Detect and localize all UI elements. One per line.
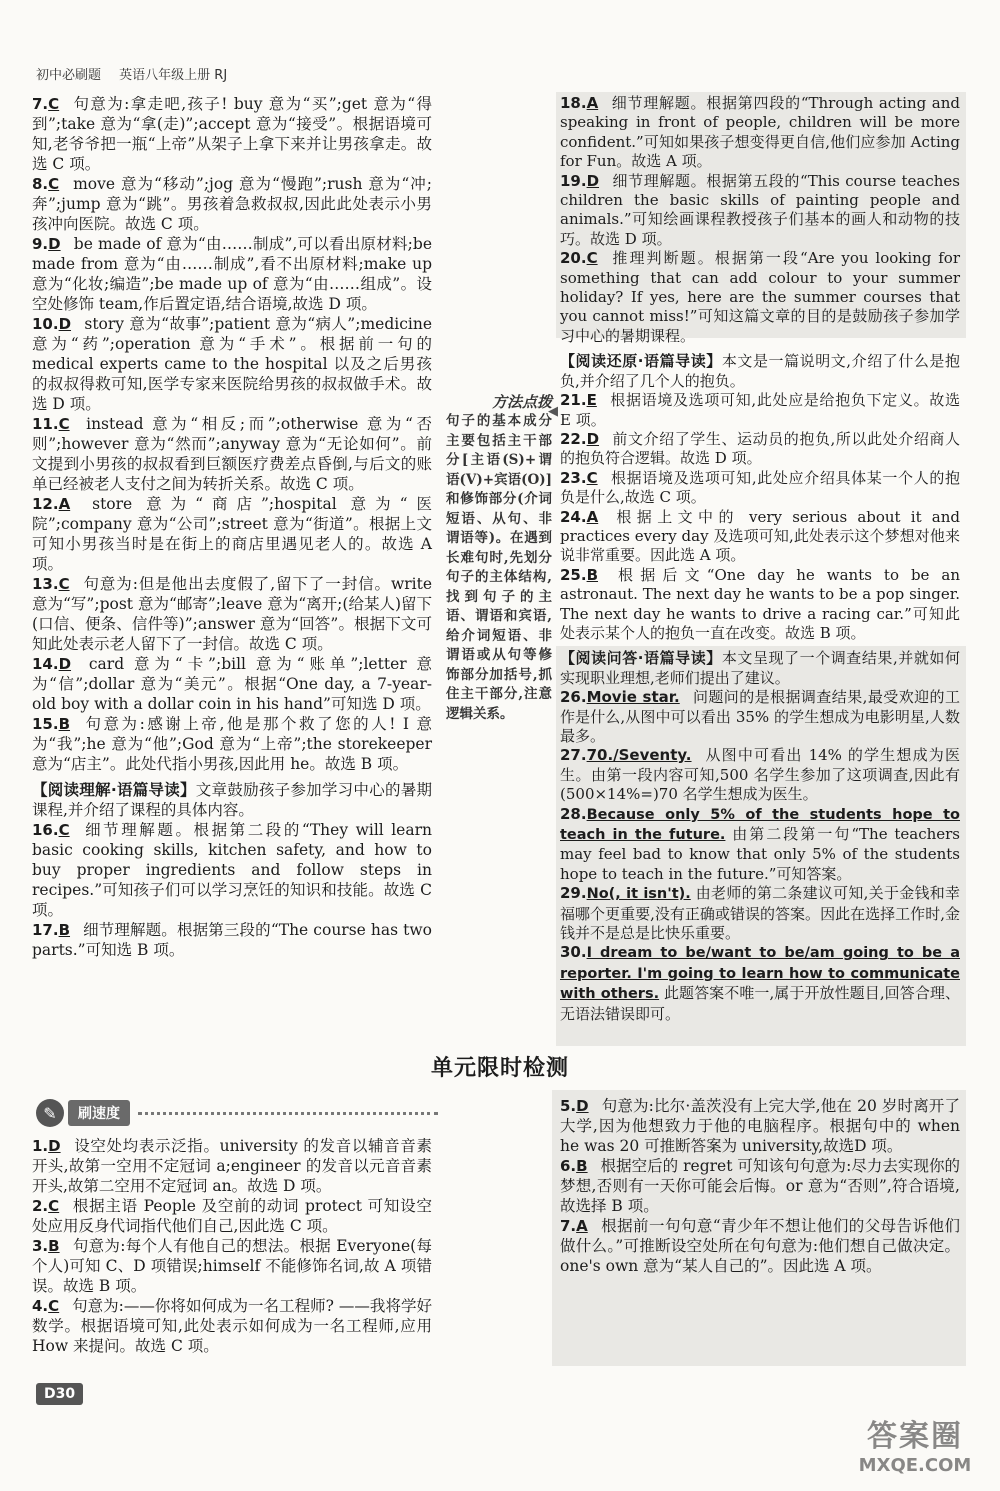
- answer-item: [560, 94, 960, 172]
- reading-guide-label: 【阅读还原·语篇导读】: [560, 352, 722, 371]
- item-explanation: 根据语境及选项可知,此处应是给抱负下定义。故选 E 项。: [560, 391, 960, 429]
- item-explanation: 根据前一句句意“青少年不想让他们的父母告诉他们做什么。”可推断设空处所在句句意为:他们想自己做决定。one's own 意为“某人自己的”。因此选 A 项。: [560, 1217, 960, 1275]
- item-explanation: 此题答案不唯一,属于开放性题目,回答合理、无语法错误即可。: [560, 984, 960, 1023]
- item-explanation: be made of 意为“由……制成”,可以看出原材料;be made from 意为“由……制成”,看不出原材料;make up 意为“化妆;编造”;be made up of 意为“由……组成”。设空处修饰 team,作后置定语,结合语境,故选 D 项。: [32, 235, 432, 313]
- pointer-arrow-icon: ◀: [548, 404, 558, 419]
- answer-item: [32, 714, 432, 774]
- page-number: D30: [36, 1383, 83, 1405]
- answer-item: [560, 746, 960, 804]
- right-column: [560, 94, 960, 1024]
- item-answer: D: [48, 235, 61, 253]
- item-answer: A: [586, 507, 599, 526]
- item-answer: C: [48, 1297, 60, 1315]
- item-number: 17.: [32, 921, 59, 939]
- item-answer: A: [576, 1217, 588, 1235]
- method-tip: [446, 392, 552, 724]
- item-explanation: store 意为“商店”;hospital 意为“医院”;company 意为“公司”;street 意为“街道”。根据上文可知小男孩当时是在街上的商店里遇见老人的。故选 A 项。: [32, 495, 432, 573]
- item-answer: I dream to be/want to be/am going to be a reporter. I'm going to learn how to communicate with others.: [560, 945, 960, 1003]
- subject-name: 英语八年级上册 RJ: [119, 68, 228, 83]
- item-explanation: 句意为:比尔·盖茨没有上完大学,他在 20 岁时离开了大学,因为他想致力于他的电脑程序。根据句中的 when he was 20 可推断答案为 university,故选D 项。: [560, 1097, 961, 1155]
- watermark-url: MXQE.COM: [858, 1454, 972, 1476]
- item-number: 19.: [560, 171, 587, 190]
- series-name: 初中必刷题: [36, 68, 102, 83]
- item-explanation: 句意为:每个人有他自己的想法。根据 Everyone(每个人)可知 C、D 项错误;himself 不能修饰名词,故 A 项错误。故选 B 项。: [32, 1237, 432, 1295]
- method-tip-body: 句子的基本成分主要包括主干部分[主语(S)+谓语(V)+宾语(O)]和修饰部分(介词短语、从句、非谓语等)。在遇到长难句时,先划分句子的主体结构,找到句子的主语、谓语和宾语,给介词短语、非谓语或从句等修饰部分加括号,抓住主干部分,注意逻辑关系。: [446, 413, 552, 722]
- reading-guide-label: 【阅读理解·语篇导读】: [32, 781, 196, 799]
- item-answer: A: [586, 94, 599, 112]
- answer-item: [560, 943, 960, 1024]
- item-answer: C: [48, 175, 60, 193]
- item-number: 18.: [560, 94, 587, 112]
- answer-item: [560, 688, 960, 746]
- answer-item: [32, 1236, 432, 1296]
- item-number: 29.: [560, 884, 587, 903]
- item-answer: B: [58, 715, 71, 733]
- answer-item: [32, 1296, 432, 1356]
- item-number: 23.: [560, 468, 587, 487]
- item-explanation: 细节理解题。根据第二段的“They will learn basic cooking skills, kitchen safety, and how to buy proper ingredients and follow steps in recipes.”可知孩子们可以学习烹饪的知识和技能。故选 C 项。: [32, 821, 432, 919]
- item-answer: D: [58, 315, 72, 333]
- item-explanation: 设空处均表示泛指。university 的发音以辅音音素开头,故第一空用不定冠词 a;engineer 的发音以元音音素开头,故第二空用不定冠词 an。故选 D 项。: [32, 1137, 432, 1195]
- item-number: 20.: [560, 249, 587, 268]
- item-explanation: 句意为:感谢上帝,他是那个救了您的人! I 意为“我”;he 意为“他”;God 意为“上帝”;the storekeeper 意为“店主”。此处代指小男孩,因此用 he。故选 B 项。: [32, 715, 432, 773]
- item-answer: D: [48, 1137, 61, 1155]
- item-explanation: 根据后文“One day he wants to be an astronaut. The next day he wants to be a pop singer. The next day he wants to drive a racing car.”可知此处表示某个人的抱负一直在改变。故选 B 项。: [560, 565, 960, 642]
- answer-item: [560, 1096, 960, 1156]
- reading-guide: [560, 649, 960, 688]
- answer-item: [32, 1196, 432, 1236]
- item-explanation: 前文介绍了学生、运动员的抱负,所以此处介绍商人的抱负符合逻辑。故选 D 项。: [560, 429, 960, 468]
- answer-item: [32, 414, 432, 494]
- answer-item: [32, 494, 432, 574]
- reading-guide-text: 文章鼓励孩子参加学习中心的暑期课程,并介绍了课程的具体内容。: [32, 781, 432, 819]
- item-explanation: 句意为:但是他出去度假了,留下了一封信。write 意为“写”;post 意为“邮寄”;leave 意为“离开;(给某人)留下(口信、便条、信件等)”;answer 意为“回答”。根据下文可知此处表示老人留下了一封信。故选 C 项。: [32, 575, 433, 653]
- left-column: [32, 94, 432, 960]
- answer-item: [560, 430, 960, 469]
- answer-item: [32, 94, 432, 174]
- method-tip-title: 方法点拨: [491, 393, 552, 411]
- item-explanation: 句意为:——你将如何成为一名工程师? ——我将学好数学。根据语境可知,此处表示如何成为一名工程师,应用 How 来提问。故选 C 项。: [32, 1297, 432, 1355]
- item-explanation: 细节理解题。根据第四段的“Through acting and speaking in front of people, children will be more confident.”可知如果孩子想变得更自信,他们应参加 Acting for Fun。故选 A 项。: [560, 94, 960, 171]
- answer-item: [560, 884, 960, 943]
- item-number: 12.: [32, 495, 59, 513]
- pen-icon: ✎: [36, 1099, 64, 1127]
- reading-guide: [560, 352, 960, 391]
- answer-item: [32, 174, 432, 234]
- answer-item: [560, 508, 960, 566]
- item-explanation: story 意为“故事”;patient 意为“病人”;medicine 意为“药”;operation 意为“手术”。根据前一句的 medical experts came to the hospital 以及之后男孩的叔叔得救可知,医学专家来医院给男孩的叔叔做手术。故选 D 项。: [32, 315, 432, 413]
- answer-item: [32, 654, 432, 714]
- answer-item: [32, 234, 432, 314]
- answer-item: [560, 469, 960, 508]
- item-explanation: 细节理解题。根据第三段的“The course has two parts.”可知选 B 项。: [32, 921, 432, 959]
- answer-item: [32, 920, 432, 960]
- item-number: 2.: [32, 1197, 49, 1215]
- answer-item: [32, 574, 432, 654]
- item-answer: B: [48, 1237, 60, 1255]
- page-header: [36, 64, 241, 83]
- item-answer: D: [58, 655, 72, 673]
- item-explanation: 根据语境及选项可知,此处应介绍具体某一个人的抱负是什么,故选 C 项。: [560, 468, 960, 507]
- item-explanation: 细节理解题。根据第五段的“This course teaches children the basic skills of painting people and animals.”可知绘画课程教授孩子们基本的画人和动物的技巧。故选 D 项。: [560, 171, 960, 248]
- item-explanation: 根据主语 People 及空前的动词 protect 可知设空处应用反身代词指代他们自己,因此选 C 项。: [32, 1197, 432, 1235]
- item-number: 13.: [32, 575, 59, 593]
- item-number: 26.: [560, 688, 587, 707]
- item-answer: C: [48, 95, 60, 113]
- item-number: 8.: [32, 175, 49, 193]
- item-number: 7.: [560, 1217, 577, 1235]
- item-number: 24.: [560, 507, 587, 526]
- item-answer: No(, it isn't).: [586, 886, 691, 903]
- item-explanation: 句意为:拿走吧,孩子! buy 意为“买”;get 意为“得到”;take 意为“拿(走)”;accept 意为“接受”。根据语境可知,老爷爷把一瓶“上帝”从架子上拿下来并让男孩拿走。故选 C 项。: [32, 95, 432, 173]
- item-answer: C: [58, 575, 70, 593]
- speed-badge-label: 刷速度: [68, 1100, 130, 1126]
- answer-item: [560, 391, 960, 430]
- reading-guide-text: 本文是一篇说明文,介绍了什么是抱负,并介绍了几个人的抱负。: [560, 352, 960, 390]
- item-explanation: 由第二段第一句“The teachers may feel bad to know that only 5% of the students hope to teach in the future.”可知答案。: [560, 825, 961, 883]
- unit-title: 单元限时检测: [430, 1056, 569, 1081]
- item-answer: C: [48, 1197, 60, 1215]
- item-answer: 70./Seventy.: [586, 746, 692, 765]
- item-number: 3.: [32, 1237, 49, 1255]
- item-answer: B: [586, 565, 599, 584]
- answer-item: [560, 1156, 960, 1216]
- watermark-logo: [860, 1403, 970, 1483]
- answer-item: [560, 1216, 960, 1276]
- item-answer: A: [58, 495, 71, 513]
- item-answer: C: [58, 415, 70, 433]
- item-explanation: instead 意为“相反;而”;otherwise 意为“否则”;however 意为“然而”;anyway 意为“无论如何”。前文提到小男孩的叔叔看到巨额医疗费差点昏倒,与后文的账单已经被老人支付之间为转折关系。故选 C 项。: [32, 415, 432, 493]
- item-answer: Movie star.: [586, 688, 680, 707]
- answer-item: [32, 820, 432, 920]
- item-answer: C: [58, 821, 70, 839]
- item-explanation: card 意为“卡”;bill 意为“账单”;letter 意为“信”;dollar 意为“美元”。根据“One day, a 7-year-old boy with a dollar coin in his hand”可知选 D 项。: [32, 655, 432, 713]
- item-number: 4.: [32, 1297, 49, 1315]
- item-number: 30.: [560, 943, 587, 962]
- item-number: 1.: [32, 1137, 49, 1155]
- lower-left-column: [32, 1136, 432, 1356]
- item-answer: B: [576, 1157, 588, 1175]
- item-number: 11.: [32, 415, 59, 433]
- item-answer: D: [586, 429, 600, 448]
- item-number: 15.: [32, 715, 59, 733]
- item-number: 28.: [560, 804, 587, 823]
- item-answer: B: [58, 921, 71, 939]
- answer-item: [32, 1136, 432, 1196]
- item-explanation: 从图中可看出 14% 的学生想成为医生。由第一段内容可知,500 名学生参加了这项调查,因此有(500×14%=)70 名学生想成为医生。: [560, 746, 960, 804]
- item-answer: C: [586, 249, 598, 268]
- item-number: 14.: [32, 655, 59, 673]
- item-explanation: move 意为“移动”;jog 意为“慢跑”;rush 意为“冲;奔”;jump 意为“跳”。男孩着急救叔叔,因此此处表示小男孩冲向医院。故选 C 项。: [32, 175, 432, 233]
- item-number: 10.: [32, 315, 59, 333]
- dotted-divider: [138, 1112, 438, 1115]
- item-answer: E: [586, 391, 597, 410]
- item-number: 27.: [560, 746, 587, 765]
- item-number: 25.: [560, 565, 587, 584]
- watermark-main: 答案圈: [867, 1418, 963, 1454]
- item-answer: C: [586, 468, 598, 487]
- item-answer: Because only 5% of the students hope to teach in the future.: [560, 806, 960, 844]
- speed-badge: [36, 1098, 438, 1128]
- reading-guide: [32, 780, 432, 820]
- item-number: 5.: [560, 1097, 577, 1115]
- answer-item: [560, 172, 960, 250]
- item-explanation: 问题问的是根据调查结果,最受欢迎的工作是什么,从图中可以看出 35% 的学生想成为电影明星,人数最多。: [560, 688, 960, 745]
- answer-item: [560, 566, 960, 644]
- answer-item: [560, 249, 960, 346]
- item-number: 21.: [560, 391, 587, 410]
- item-explanation: 由老师的第二条建议可知,关于金钱和幸福哪个更重要,没有正确或错误的答案。因此在选择工作时,金钱并不是总是比快乐重要。: [560, 884, 960, 943]
- item-number: 16.: [32, 821, 59, 839]
- item-explanation: 根据空后的 regret 可知该句句意为:尽力去实现你的梦想,否则有一天你可能会后悔。or 意为“否则”,符合语境,故选择 B 项。: [560, 1157, 960, 1215]
- reading-guide-label: 【阅读问答·语篇导读】: [560, 649, 722, 668]
- item-explanation: 根据上文中的 very serious about it and practices every day 及选项可知,此处表示这个梦想对他来说非常重要。因此选 A 项。: [560, 507, 960, 565]
- reading-guide-text: 本文呈现了一个调查结果,并就如何实现职业理想,老师们提出了建议。: [560, 649, 960, 687]
- item-number: 6.: [560, 1157, 577, 1175]
- item-answer: D: [586, 171, 600, 190]
- lower-right-column: [560, 1096, 960, 1276]
- item-explanation: 推理判断题。根据第一段“Are you looking for something that can add colour to your summer holiday? If yes, here are the summer courses that you cannot miss!”可知这篇文章的目的是鼓励孩子参加学习中心的暑期课程。: [560, 249, 960, 345]
- item-number: 7.: [32, 95, 49, 113]
- item-answer: D: [576, 1097, 589, 1115]
- answer-item: [560, 805, 960, 885]
- answer-item: [32, 314, 432, 414]
- item-number: 9.: [32, 235, 49, 253]
- item-number: 22.: [560, 429, 587, 448]
